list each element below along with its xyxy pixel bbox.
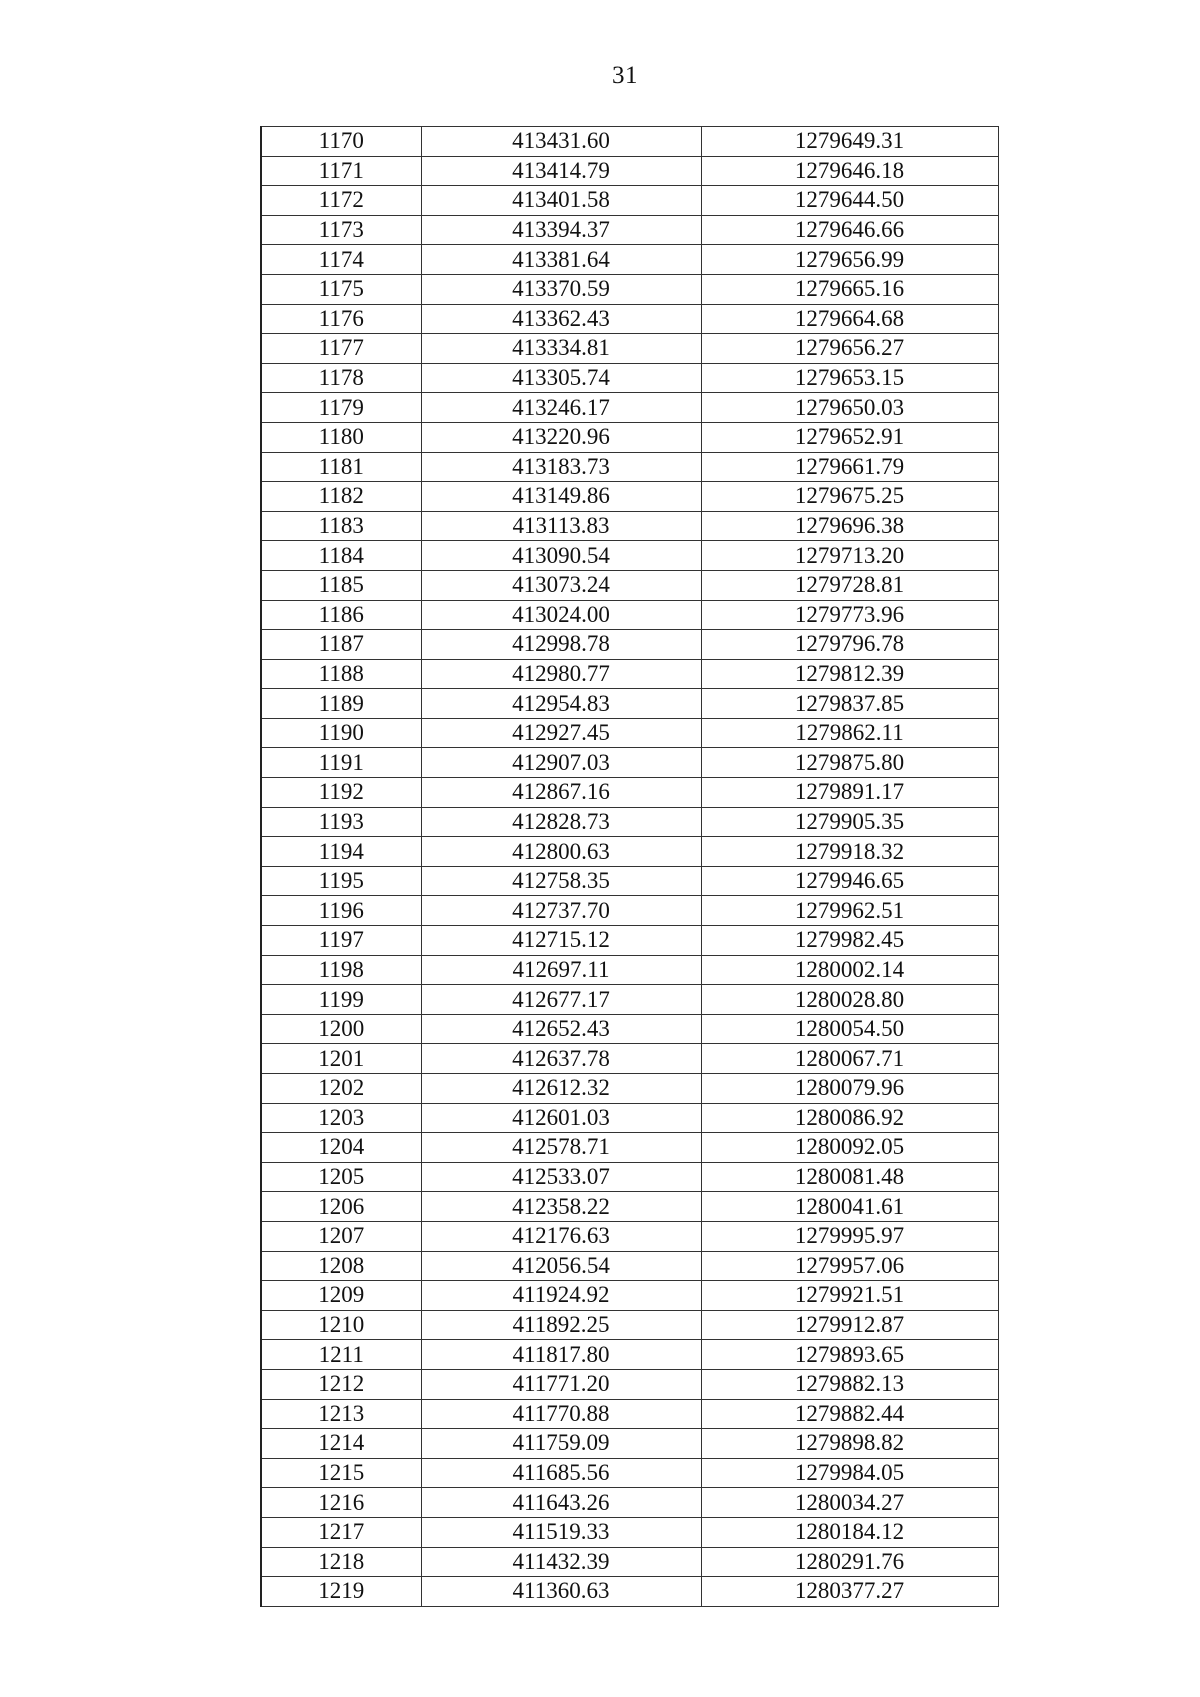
y-coordinate-cell: 1279656.27 (701, 334, 998, 364)
y-coordinate-cell: 1280291.76 (701, 1547, 998, 1577)
x-coordinate-cell: 413073.24 (421, 570, 701, 600)
point-id-cell: 1171 (261, 156, 421, 186)
x-coordinate-cell: 413305.74 (421, 363, 701, 393)
table-row (261, 837, 998, 867)
y-coordinate-cell: 1280086.92 (701, 1103, 998, 1133)
y-coordinate-cell: 1279665.16 (701, 274, 998, 304)
table-row (261, 748, 998, 778)
table-row (261, 156, 998, 186)
table-row (261, 1399, 998, 1429)
table-row (261, 1310, 998, 1340)
coordinates-table (260, 126, 999, 1607)
x-coordinate-cell: 413362.43 (421, 304, 701, 334)
point-id-cell: 1207 (261, 1221, 421, 1251)
x-coordinate-cell: 413149.86 (421, 482, 701, 512)
page-number: 31 (612, 62, 638, 89)
point-id-cell: 1205 (261, 1162, 421, 1192)
y-coordinate-cell: 1279696.38 (701, 511, 998, 541)
y-coordinate-cell: 1279984.05 (701, 1458, 998, 1488)
table-row (261, 334, 998, 364)
table-row (261, 1133, 998, 1163)
x-coordinate-cell: 412954.83 (421, 689, 701, 719)
x-coordinate-cell: 412867.16 (421, 778, 701, 808)
table-row (261, 186, 998, 216)
x-coordinate-cell: 413334.81 (421, 334, 701, 364)
x-coordinate-cell: 413024.00 (421, 600, 701, 630)
table-row (261, 778, 998, 808)
y-coordinate-cell: 1280034.27 (701, 1488, 998, 1518)
table-row (261, 215, 998, 245)
point-id-cell: 1175 (261, 274, 421, 304)
y-coordinate-cell: 1279891.17 (701, 778, 998, 808)
x-coordinate-cell: 412176.63 (421, 1221, 701, 1251)
point-id-cell: 1201 (261, 1044, 421, 1074)
point-id-cell: 1202 (261, 1074, 421, 1104)
table-row (261, 926, 998, 956)
y-coordinate-cell: 1279656.99 (701, 245, 998, 275)
point-id-cell: 1203 (261, 1103, 421, 1133)
x-coordinate-cell: 412533.07 (421, 1162, 701, 1192)
x-coordinate-cell: 413113.83 (421, 511, 701, 541)
x-coordinate-cell: 412652.43 (421, 1014, 701, 1044)
x-coordinate-cell: 411643.26 (421, 1488, 701, 1518)
table-row (261, 1074, 998, 1104)
point-id-cell: 1183 (261, 511, 421, 541)
point-id-cell: 1211 (261, 1340, 421, 1370)
point-id-cell: 1216 (261, 1488, 421, 1518)
point-id-cell: 1210 (261, 1310, 421, 1340)
x-coordinate-cell: 412980.77 (421, 659, 701, 689)
table-row (261, 511, 998, 541)
table-row (261, 482, 998, 512)
point-id-cell: 1181 (261, 452, 421, 482)
x-coordinate-cell: 411519.33 (421, 1517, 701, 1547)
x-coordinate-cell: 411685.56 (421, 1458, 701, 1488)
y-coordinate-cell: 1279862.11 (701, 718, 998, 748)
x-coordinate-cell: 411432.39 (421, 1547, 701, 1577)
point-id-cell: 1196 (261, 896, 421, 926)
y-coordinate-cell: 1279796.78 (701, 630, 998, 660)
x-coordinate-cell: 413414.79 (421, 156, 701, 186)
x-coordinate-cell: 412637.78 (421, 1044, 701, 1074)
x-coordinate-cell: 413220.96 (421, 422, 701, 452)
table-row (261, 1458, 998, 1488)
table-row (261, 1577, 998, 1607)
point-id-cell: 1191 (261, 748, 421, 778)
y-coordinate-cell: 1279946.65 (701, 866, 998, 896)
point-id-cell: 1190 (261, 718, 421, 748)
point-id-cell: 1200 (261, 1014, 421, 1044)
x-coordinate-cell: 412800.63 (421, 837, 701, 867)
table-row (261, 689, 998, 719)
table-row (261, 1281, 998, 1311)
table-row (261, 896, 998, 926)
point-id-cell: 1170 (261, 127, 421, 157)
point-id-cell: 1182 (261, 482, 421, 512)
y-coordinate-cell: 1280067.71 (701, 1044, 998, 1074)
y-coordinate-cell: 1279882.44 (701, 1399, 998, 1429)
y-coordinate-cell: 1279661.79 (701, 452, 998, 482)
table-row (261, 274, 998, 304)
point-id-cell: 1180 (261, 422, 421, 452)
point-id-cell: 1187 (261, 630, 421, 660)
x-coordinate-cell: 413394.37 (421, 215, 701, 245)
point-id-cell: 1195 (261, 866, 421, 896)
point-id-cell: 1179 (261, 393, 421, 423)
x-coordinate-cell: 412358.22 (421, 1192, 701, 1222)
point-id-cell: 1199 (261, 985, 421, 1015)
point-id-cell: 1212 (261, 1369, 421, 1399)
x-coordinate-cell: 412601.03 (421, 1103, 701, 1133)
y-coordinate-cell: 1279646.66 (701, 215, 998, 245)
x-coordinate-cell: 412828.73 (421, 807, 701, 837)
point-id-cell: 1219 (261, 1577, 421, 1607)
table-row (261, 452, 998, 482)
y-coordinate-cell: 1279646.18 (701, 156, 998, 186)
x-coordinate-cell: 413183.73 (421, 452, 701, 482)
point-id-cell: 1218 (261, 1547, 421, 1577)
point-id-cell: 1192 (261, 778, 421, 808)
x-coordinate-cell: 413246.17 (421, 393, 701, 423)
x-coordinate-cell: 411759.09 (421, 1429, 701, 1459)
point-id-cell: 1177 (261, 334, 421, 364)
table-row (261, 245, 998, 275)
y-coordinate-cell: 1280081.48 (701, 1162, 998, 1192)
y-coordinate-cell: 1279664.68 (701, 304, 998, 334)
y-coordinate-cell: 1279875.80 (701, 748, 998, 778)
x-coordinate-cell: 412612.32 (421, 1074, 701, 1104)
table-row (261, 1340, 998, 1370)
y-coordinate-cell: 1279912.87 (701, 1310, 998, 1340)
table-row (261, 1221, 998, 1251)
table-row (261, 1429, 998, 1459)
table-row (261, 1251, 998, 1281)
y-coordinate-cell: 1280002.14 (701, 955, 998, 985)
table-row (261, 422, 998, 452)
y-coordinate-cell: 1279995.97 (701, 1221, 998, 1251)
table-row (261, 1044, 998, 1074)
y-coordinate-cell: 1279653.15 (701, 363, 998, 393)
y-coordinate-cell: 1279982.45 (701, 926, 998, 956)
table-row (261, 718, 998, 748)
point-id-cell: 1186 (261, 600, 421, 630)
y-coordinate-cell: 1279649.31 (701, 127, 998, 157)
y-coordinate-cell: 1279812.39 (701, 659, 998, 689)
y-coordinate-cell: 1279650.03 (701, 393, 998, 423)
table-row (261, 866, 998, 896)
x-coordinate-cell: 411360.63 (421, 1577, 701, 1607)
point-id-cell: 1174 (261, 245, 421, 275)
y-coordinate-cell: 1279957.06 (701, 1251, 998, 1281)
x-coordinate-cell: 412927.45 (421, 718, 701, 748)
x-coordinate-cell: 413381.64 (421, 245, 701, 275)
y-coordinate-cell: 1280092.05 (701, 1133, 998, 1163)
point-id-cell: 1217 (261, 1517, 421, 1547)
point-id-cell: 1178 (261, 363, 421, 393)
y-coordinate-cell: 1280184.12 (701, 1517, 998, 1547)
table-row (261, 1517, 998, 1547)
table-row (261, 1547, 998, 1577)
table-row (261, 807, 998, 837)
table-row (261, 630, 998, 660)
point-id-cell: 1188 (261, 659, 421, 689)
y-coordinate-cell: 1280377.27 (701, 1577, 998, 1607)
x-coordinate-cell: 413401.58 (421, 186, 701, 216)
table-row (261, 570, 998, 600)
table-row (261, 600, 998, 630)
table-row (261, 1192, 998, 1222)
point-id-cell: 1189 (261, 689, 421, 719)
point-id-cell: 1204 (261, 1133, 421, 1163)
x-coordinate-cell: 412677.17 (421, 985, 701, 1015)
x-coordinate-cell: 412758.35 (421, 866, 701, 896)
point-id-cell: 1185 (261, 570, 421, 600)
point-id-cell: 1193 (261, 807, 421, 837)
point-id-cell: 1215 (261, 1458, 421, 1488)
point-id-cell: 1176 (261, 304, 421, 334)
table-row (261, 955, 998, 985)
y-coordinate-cell: 1279837.85 (701, 689, 998, 719)
x-coordinate-cell: 412056.54 (421, 1251, 701, 1281)
y-coordinate-cell: 1280079.96 (701, 1074, 998, 1104)
y-coordinate-cell: 1279652.91 (701, 422, 998, 452)
table-row (261, 304, 998, 334)
x-coordinate-cell: 413090.54 (421, 541, 701, 571)
y-coordinate-cell: 1279644.50 (701, 186, 998, 216)
x-coordinate-cell: 411817.80 (421, 1340, 701, 1370)
table-row (261, 1162, 998, 1192)
y-coordinate-cell: 1279893.65 (701, 1340, 998, 1370)
point-id-cell: 1214 (261, 1429, 421, 1459)
x-coordinate-cell: 412697.11 (421, 955, 701, 985)
point-id-cell: 1206 (261, 1192, 421, 1222)
y-coordinate-cell: 1279962.51 (701, 896, 998, 926)
y-coordinate-cell: 1279882.13 (701, 1369, 998, 1399)
x-coordinate-cell: 413431.60 (421, 127, 701, 157)
table-row (261, 1103, 998, 1133)
x-coordinate-cell: 411770.88 (421, 1399, 701, 1429)
table-row (261, 127, 998, 157)
x-coordinate-cell: 412907.03 (421, 748, 701, 778)
point-id-cell: 1173 (261, 215, 421, 245)
point-id-cell: 1209 (261, 1281, 421, 1311)
y-coordinate-cell: 1279921.51 (701, 1281, 998, 1311)
table-row (261, 1014, 998, 1044)
point-id-cell: 1184 (261, 541, 421, 571)
y-coordinate-cell: 1279713.20 (701, 541, 998, 571)
table-row (261, 1488, 998, 1518)
point-id-cell: 1213 (261, 1399, 421, 1429)
y-coordinate-cell: 1279898.82 (701, 1429, 998, 1459)
table-row (261, 1369, 998, 1399)
x-coordinate-cell: 412578.71 (421, 1133, 701, 1163)
y-coordinate-cell: 1280028.80 (701, 985, 998, 1015)
table-row (261, 363, 998, 393)
x-coordinate-cell: 412715.12 (421, 926, 701, 956)
point-id-cell: 1208 (261, 1251, 421, 1281)
point-id-cell: 1194 (261, 837, 421, 867)
x-coordinate-cell: 411892.25 (421, 1310, 701, 1340)
x-coordinate-cell: 413370.59 (421, 274, 701, 304)
x-coordinate-cell: 412737.70 (421, 896, 701, 926)
y-coordinate-cell: 1279905.35 (701, 807, 998, 837)
x-coordinate-cell: 411771.20 (421, 1369, 701, 1399)
y-coordinate-cell: 1279728.81 (701, 570, 998, 600)
point-id-cell: 1172 (261, 186, 421, 216)
y-coordinate-cell: 1279918.32 (701, 837, 998, 867)
x-coordinate-cell: 412998.78 (421, 630, 701, 660)
point-id-cell: 1198 (261, 955, 421, 985)
table-row (261, 393, 998, 423)
table-row (261, 659, 998, 689)
point-id-cell: 1197 (261, 926, 421, 956)
y-coordinate-cell: 1280054.50 (701, 1014, 998, 1044)
table-row (261, 985, 998, 1015)
x-coordinate-cell: 411924.92 (421, 1281, 701, 1311)
y-coordinate-cell: 1279773.96 (701, 600, 998, 630)
table-row (261, 541, 998, 571)
coordinates-table-body (261, 127, 998, 1607)
y-coordinate-cell: 1280041.61 (701, 1192, 998, 1222)
y-coordinate-cell: 1279675.25 (701, 482, 998, 512)
